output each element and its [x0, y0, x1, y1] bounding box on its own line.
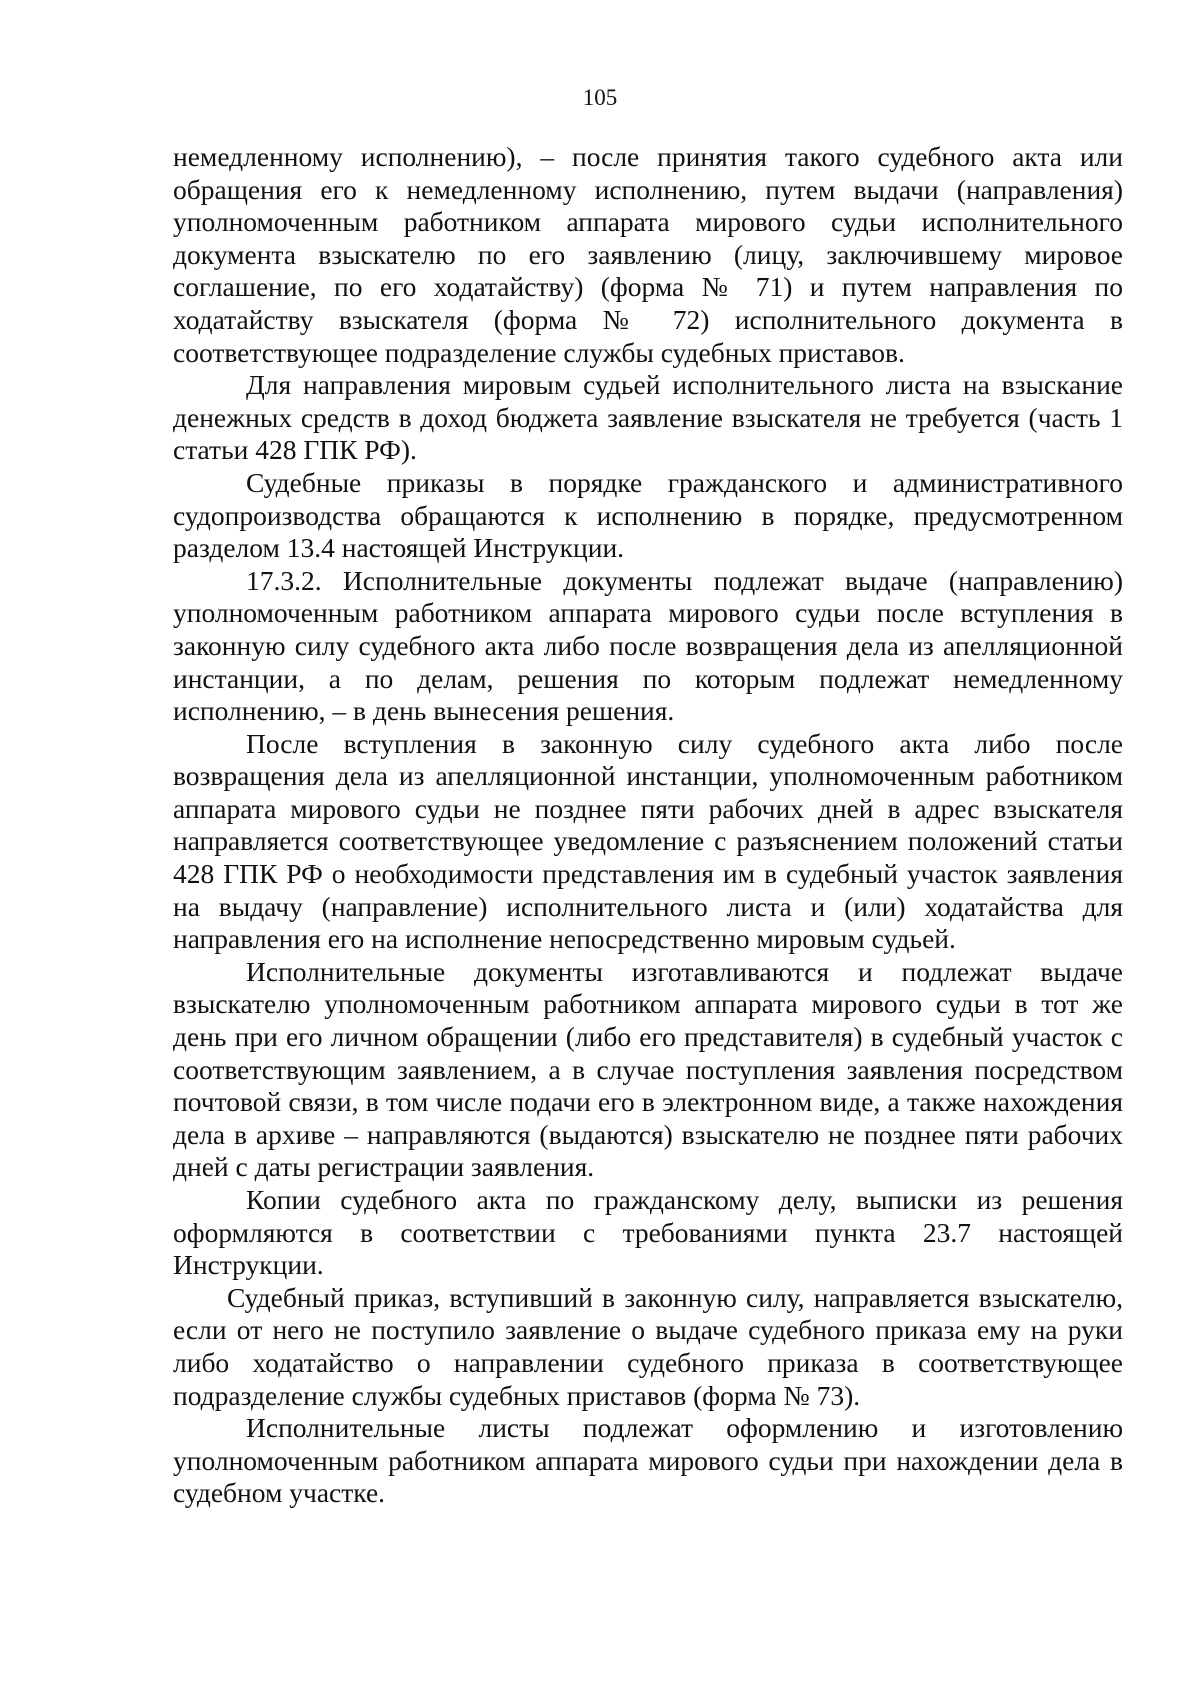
- paragraph: Для направления мировым судьей исполнительного листа на взыскание денежных средств в доход бюджета заявление взыскателя не требуется (часть 1 статьи 428 ГПК РФ).: [173, 369, 1123, 466]
- paragraph: Судебные приказы в порядке гражданского и административного судопроизводства обращаются к исполнению в порядке, предусмотренном разделом 13.4 настоящей Инструкции.: [173, 466, 1123, 564]
- paragraph: Судебный приказ, вступивший в законную силу, направляется взыскателю, если от него не поступило заявление о выдаче судебного приказа ему на руки либо ходатайство о направлении судебного приказа в соответствующее подразделение службы судебных приставов (форма № 73).: [173, 1281, 1123, 1411]
- paragraph: Исполнительные документы изготавливаются и подлежат выдаче взыскателю уполномоченным работником аппарата мирового судьи в тот же день при его личном обращении (либо его представителя) в судебный участок с соответствующим заявлением, а в случае поступления заявления посредством почтовой связи, в том числе подачи его в электронном виде, а также нахождения дела в архиве – направляются (выдаются) взыскателю не позднее пяти рабочих дней с даты регистрации заявления.: [173, 955, 1123, 1183]
- paragraph: Исполнительные листы подлежат оформлению и изготовлению уполномоченным работником аппарата мирового судьи при нахождении дела в судебном участке.: [173, 1412, 1123, 1509]
- body-text: [173, 141, 1123, 1510]
- paragraph: Копии судебного акта по гражданскому делу, выписки из решения оформляются в соответствии с требованиями пункта 23.7 настоящей Инструкции.: [173, 1184, 1123, 1281]
- paragraph-clause-17-3-2: 17.3.2. Исполнительные документы подлежат выдаче (направлению) уполномоченным работником аппарата мирового судьи после вступления в законную силу судебного акта либо после возвращения дела из апелляционной инстанции, а по делам, решения по которым подлежат немедленному исполнению, – в день вынесения решения.: [173, 564, 1123, 727]
- page-number: 105: [582, 85, 618, 110]
- paragraph: После вступления в законную силу судебного акта либо после возвращения дела из апелляционной инстанции, уполномоченным работником аппарата мирового судьи не позднее пяти рабочих дней в адрес взыскателя направляется соответствующее уведомление с разъяснением положений статьи 428 ГПК РФ о необходимости представления им в судебный участок заявления на выдачу (направление) исполнительного листа и (или) ходатайства для направления его на исполнение непосредственно мировым судьей.: [173, 727, 1123, 955]
- paragraph-continuation: немедленному исполнению), – после принятия такого судебного акта или обращения его к немедленному исполнению, путем выдачи (направления) уполномоченным работником аппарата мирового судьи исполнительного документа взыскателю по его заявлению (лицу, заключившему мировое соглашение, по его ходатайству) (форма № 71) и путем направления по ходатайству взыскателя (форма № 72) исполнительного документа в соответствующее подразделение службы судебных приставов.: [173, 141, 1123, 368]
